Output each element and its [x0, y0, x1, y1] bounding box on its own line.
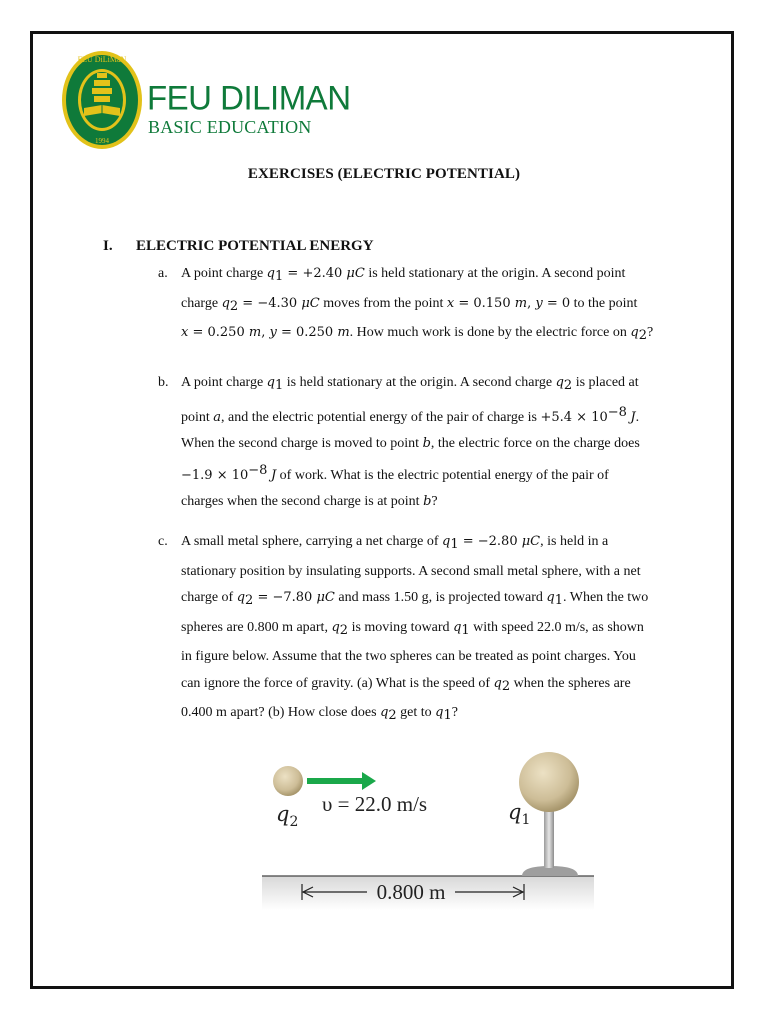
item-a-text: A point charge $q_1 = +2.40$ μC is held stationary at the origin. A second point charge $q_2 = -4.30$ μC moves from the point x = 0.150 m, y = 0 to the point x = 0.250 m, y = 0.250 m. How much work is done by the electric force on $q_2$?: [181, 266, 654, 343]
feu-seal-logo: [61, 50, 143, 150]
distance-label: 0.800 m: [376, 880, 446, 904]
sphere-q2: [273, 766, 303, 796]
q1-label: $q_1$: [508, 800, 531, 828]
seal-top-text: FEU DiLiMaN: [77, 55, 127, 64]
velocity-arrow: [307, 772, 376, 790]
section-title: ELECTRIC POTENTIAL ENERGY: [136, 238, 374, 254]
charges-figure: [262, 750, 594, 910]
brand-name: FEU DILIMAN: [147, 78, 351, 117]
q2-label: $q_2$: [276, 802, 299, 830]
sphere-q1: [519, 752, 579, 812]
brand-subtitle: BASIC EDUCATION: [148, 117, 312, 137]
item-b-marker: b.: [158, 375, 169, 390]
item-c-marker: c.: [158, 534, 168, 549]
page-title: EXERCISES (ELECTRIC POTENTIAL): [247, 166, 521, 182]
item-b-text: A point charge $q_1$ is held stationary at the origin. A second charge $q_2$ is placed at point a, and the electric potential energy of the pair of charge is $+5.4 \times 10^{-8}$ J. When the second charge is moved to point b, the electric force on the charge does $-1.9 \times 10^{-8}$ J of work. What is the electric potential energy of the pair of charges when the second charge is at point b?: [181, 375, 640, 509]
item-a-marker: a.: [158, 266, 168, 281]
insulating-support: [544, 808, 554, 868]
seal-year: 1994: [95, 137, 109, 145]
item-c-text: A small metal sphere, carrying a net charge of $q_1 = -2.80$ μC, is held in a stationary position by insulating supports. A second small metal sphere, with a net charge of $q_2 = -7.80$ μC and mass 1.50 g, is projected toward $q_1$. When the two spheres are 0.800 m apart, $q_2$ is moving toward $q_1$ with speed 22.0 m/s, as shown in figure below. Assume that the two spheres can be treated as point charges. You can ignore the force of gravity. (a) What is the speed of $q_2$ when the spheres are 0.400 m apart? (b) How close does $q_2$ get to $q_1$?: [181, 534, 649, 723]
section-number: I.: [103, 238, 113, 254]
velocity-label: υ = 22.0 m/s: [322, 792, 428, 816]
